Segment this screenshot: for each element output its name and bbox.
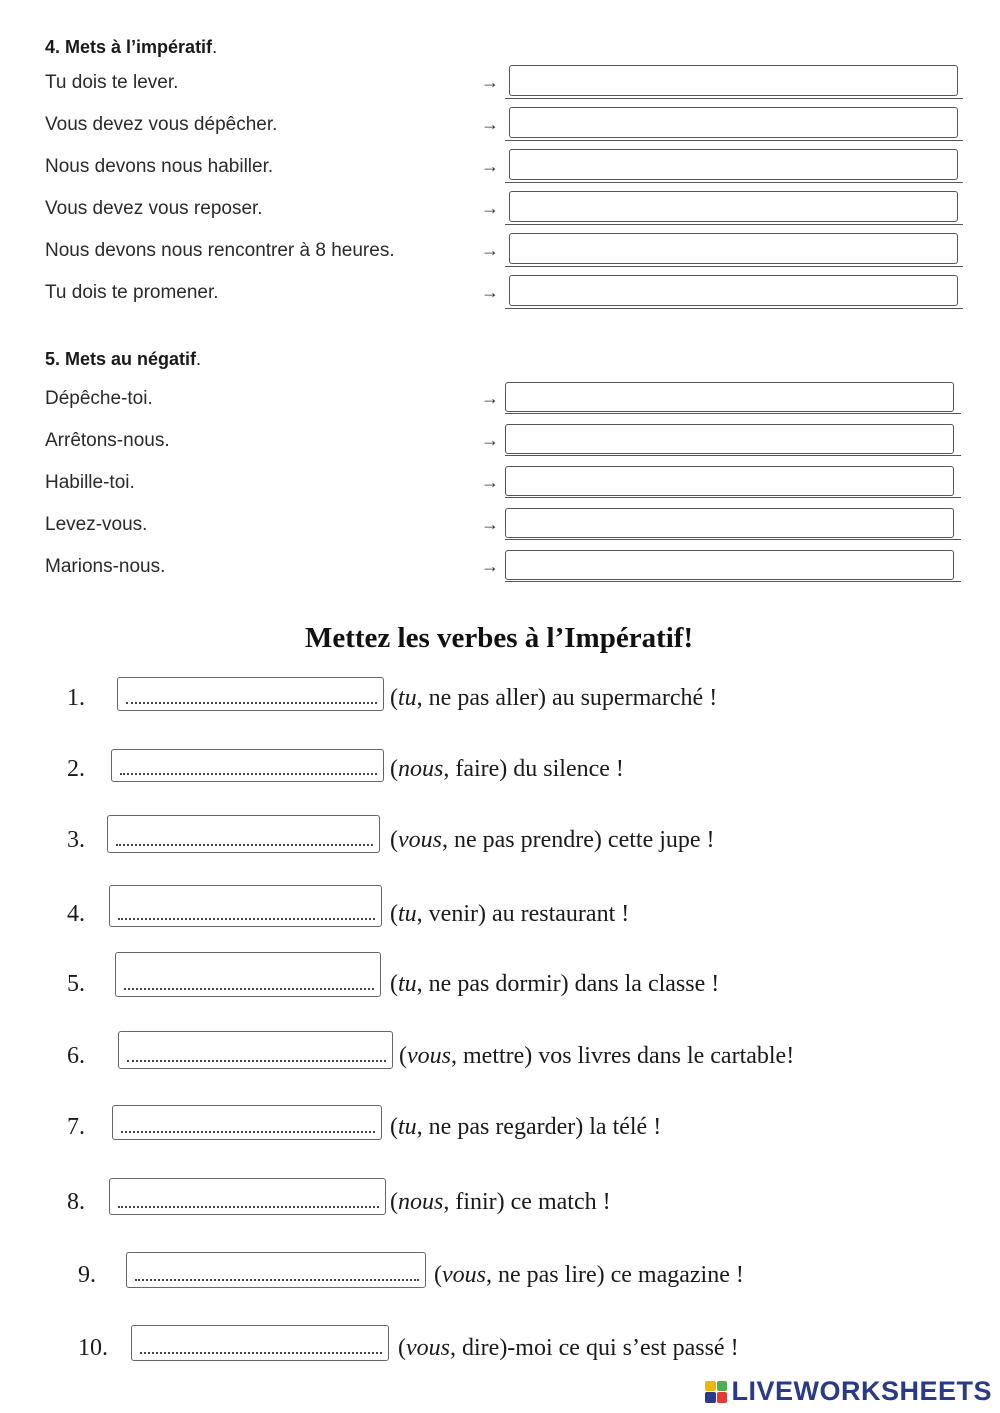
answer-underline <box>505 98 963 99</box>
verb-prompt <box>390 1114 661 1141</box>
paren-open: ( <box>390 756 398 782</box>
paren-open: ( <box>399 1043 407 1069</box>
item-number: 6. <box>67 1043 85 1069</box>
item-number: 2. <box>67 756 85 782</box>
verb-prompt <box>390 685 717 712</box>
sec5-answer-input[interactable] <box>505 466 954 496</box>
arrow-icon: → <box>481 156 499 176</box>
verb-answer-box[interactable] <box>112 1105 382 1140</box>
item-number: 7. <box>67 1114 85 1140</box>
prompt-rest: , faire) du silence ! <box>443 756 624 782</box>
pronoun: tu <box>398 685 417 711</box>
item-number: 4. <box>67 901 85 927</box>
paren-open: ( <box>390 901 398 927</box>
pronoun: nous <box>398 1189 444 1215</box>
item-number: 9. <box>78 1262 96 1288</box>
sec5-answer-input[interactable] <box>505 508 954 538</box>
arrow-icon: → <box>481 198 499 218</box>
pronoun: vous <box>442 1262 486 1288</box>
paren-open: ( <box>390 971 398 997</box>
prompt-rest: , ne pas lire) ce magazine ! <box>486 1262 744 1288</box>
item-number: 1. <box>67 685 85 711</box>
paren-open: ( <box>390 685 398 711</box>
sec4-sentence: Nous devons nous rencontrer à 8 heures. <box>45 240 395 261</box>
liveworksheets-logo-icon <box>705 1381 727 1403</box>
verb-prompt <box>399 1043 794 1070</box>
verb-answer-box[interactable] <box>107 815 380 853</box>
answer-underline <box>505 581 961 582</box>
pronoun: tu <box>398 901 417 927</box>
sec4-answer-input[interactable] <box>509 107 958 138</box>
answer-underline <box>505 413 961 414</box>
sec4-answer-input[interactable] <box>509 191 958 222</box>
prompt-rest: , venir) au restaurant ! <box>416 901 630 927</box>
verb-answer-input[interactable] <box>138 1328 382 1352</box>
paren-open: ( <box>390 827 398 853</box>
arrow-icon: → <box>481 472 499 492</box>
prompt-rest: , dire)-moi ce qui s’est passé ! <box>450 1335 739 1361</box>
liveworksheets-logo <box>705 1376 992 1407</box>
verb-answer-input[interactable] <box>119 1108 375 1131</box>
sec4-answer-input[interactable] <box>509 233 958 264</box>
arrow-icon: → <box>481 514 499 534</box>
sec4-answer-input[interactable] <box>509 275 958 306</box>
pronoun: nous <box>398 756 444 782</box>
sec4-sentence: Vous devez vous dépêcher. <box>45 114 278 135</box>
answer-underline <box>505 224 963 225</box>
answer-underline <box>505 140 963 141</box>
sec4-answer-input[interactable] <box>509 65 958 96</box>
pronoun: vous <box>407 1043 451 1069</box>
sec5-sentence: Levez-vous. <box>45 514 148 535</box>
verb-answer-box[interactable] <box>118 1031 393 1069</box>
sec5-sentence: Marions-nous. <box>45 556 166 577</box>
answer-underline <box>505 182 963 183</box>
arrow-icon: → <box>481 240 499 260</box>
verb-prompt <box>390 827 715 854</box>
sec5-sentence: Dépêche-toi. <box>45 388 153 409</box>
sec5-answer-input[interactable] <box>505 424 954 454</box>
verb-answer-input[interactable] <box>125 1034 386 1060</box>
item-number: 5. <box>67 971 85 997</box>
item-number: 3. <box>67 827 85 853</box>
sec4-answer-input[interactable] <box>509 149 958 180</box>
pronoun: vous <box>398 827 442 853</box>
logo-text: LIVEWORKSHEETS <box>731 1376 992 1406</box>
arrow-icon: → <box>481 556 499 576</box>
arrow-icon: → <box>481 114 499 134</box>
prompt-rest: , ne pas regarder) la télé ! <box>416 1114 662 1140</box>
paren-open: ( <box>390 1189 398 1215</box>
item-number: 8. <box>67 1189 85 1215</box>
paren-open: ( <box>398 1335 406 1361</box>
logo-square <box>717 1392 728 1403</box>
paren-open: ( <box>390 1114 398 1140</box>
verb-answer-box[interactable] <box>126 1252 426 1288</box>
verb-prompt <box>434 1262 744 1289</box>
verb-answer-input[interactable] <box>116 888 375 918</box>
pronoun: tu <box>398 971 417 997</box>
sec5-answer-input[interactable] <box>505 550 954 580</box>
sec5-sentence: Habille-toi. <box>45 472 135 493</box>
verb-answer-input[interactable] <box>114 818 373 844</box>
verb-prompt <box>398 1335 739 1362</box>
verb-answer-box[interactable] <box>117 677 384 711</box>
sec4-sentence: Tu dois te promener. <box>45 282 219 303</box>
answer-underline <box>505 455 961 456</box>
verb-answer-box[interactable] <box>131 1325 389 1361</box>
verb-prompt <box>390 1189 611 1216</box>
answer-underline <box>505 497 961 498</box>
verb-answer-input[interactable] <box>122 955 374 988</box>
prompt-rest: , mettre) vos livres dans le cartable! <box>451 1043 795 1069</box>
verb-prompt <box>390 756 624 783</box>
prompt-rest: , finir) ce match ! <box>443 1189 611 1215</box>
sec5-sentence: Arrêtons-nous. <box>45 430 170 451</box>
paren-open: ( <box>434 1262 442 1288</box>
verb-answer-box[interactable] <box>111 749 384 782</box>
sec4-sentence: Tu dois te lever. <box>45 72 179 93</box>
verb-answer-input[interactable] <box>118 752 377 773</box>
verb-answer-box[interactable] <box>115 952 381 997</box>
verb-answer-box[interactable] <box>109 1178 386 1215</box>
answer-underline <box>505 266 963 267</box>
logo-square <box>705 1392 716 1403</box>
prompt-rest: , ne pas prendre) cette jupe ! <box>442 827 715 853</box>
arrow-icon: → <box>481 430 499 450</box>
verb-answer-input[interactable] <box>124 680 377 702</box>
arrow-icon: → <box>481 72 499 92</box>
item-number: 10. <box>78 1335 108 1361</box>
verb-answer-input[interactable] <box>133 1255 419 1279</box>
prompt-rest: , ne pas dormir) dans la classe ! <box>416 971 720 997</box>
sec4-sentence: Vous devez vous reposer. <box>45 198 263 219</box>
sec4-sentence: Nous devons nous habiller. <box>45 156 274 177</box>
logo-square <box>705 1381 716 1392</box>
answer-underline <box>505 308 963 309</box>
section4-title: 4. Mets à l’impératif. <box>45 37 218 57</box>
verb-answer-box[interactable] <box>109 885 382 927</box>
arrow-icon: → <box>481 388 499 408</box>
arrow-icon: → <box>481 282 499 302</box>
prompt-rest: , ne pas aller) au supermarché ! <box>416 685 718 711</box>
answer-underline <box>505 539 961 540</box>
section5-title: 5. Mets au négatif. <box>45 349 202 369</box>
verb-prompt <box>390 971 719 998</box>
sec5-answer-input[interactable] <box>505 382 954 412</box>
pronoun: vous <box>406 1335 450 1361</box>
pronoun: tu <box>398 1114 417 1140</box>
verbs-title: Mettez les verbes à l’Impératif! <box>305 622 694 654</box>
verb-prompt <box>390 901 629 928</box>
logo-square <box>717 1381 728 1392</box>
verb-answer-input[interactable] <box>116 1181 379 1206</box>
